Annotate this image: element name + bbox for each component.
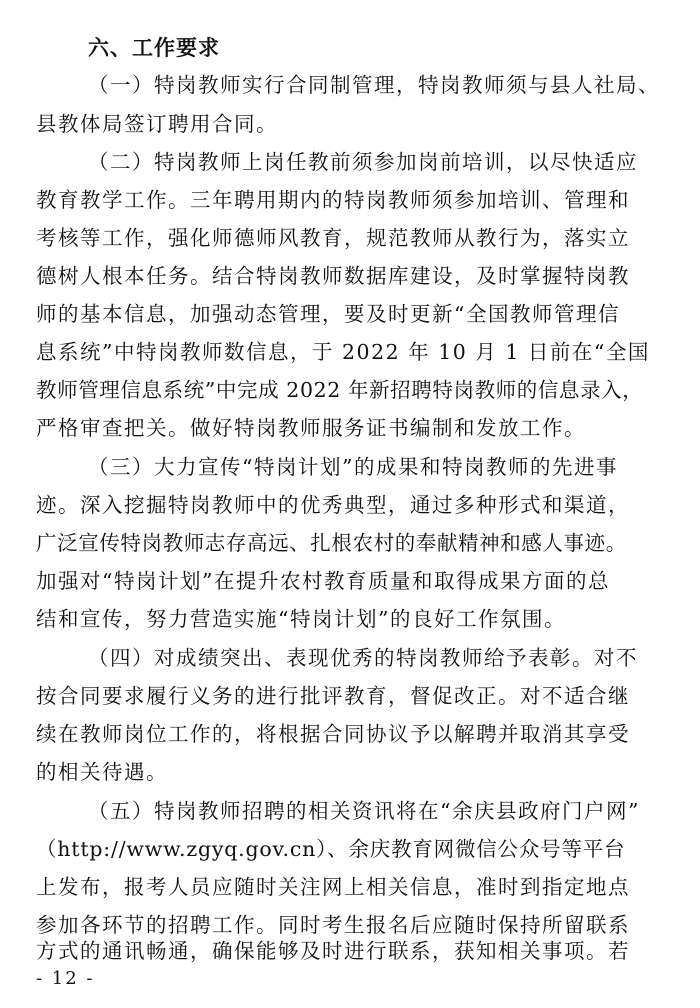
paragraph-5-line-2: （http://www.zgyq.gov.cn）、余庆教育网微信公众号等平台 [36,837,626,861]
paragraph-4-line-4: 的相关待遇。 [36,760,168,784]
paragraph-2-line-3: 考核等工作，强化师德师风教育，规范教师从教行为，落实立 [36,226,630,250]
paragraph-2-line-8: 严格审查把关。做好特岗教师服务证书编制和发放工作。 [36,416,586,440]
paragraph-4-line-3: 续在教师岗位工作的，将根据合同协议予以解聘并取消其享受 [36,722,630,746]
paragraph-3-line-2: 迹。深入挖掘特岗教师中的优秀典型，通过多种形式和渠道， [36,493,630,517]
paragraph-5-line-4: 参加各环节的招聘工作。同时考生报名后应随时保持所留联系 [36,913,630,937]
paragraph-5-line-5: 方式的通讯畅通，确保能够及时进行联系，获知相关事项。若 [36,939,630,963]
paragraph-3-line-4: 加强对“特岗计划”在提升农村教育质量和取得成果方面的总 [36,569,610,593]
paragraph-2-line-2: 教育教学工作。三年聘用期内的特岗教师须参加培训、管理和 [36,188,630,212]
paragraph-2-line-4: 德树人根本任务。结合特岗教师数据库建设，及时掌握特岗教 [36,264,630,288]
paragraph-4-line-2: 按合同要求履行义务的进行批评教育，督促改正。对不适合继 [36,684,630,708]
paragraph-3-line-3: 广泛宣传特岗教师志存高远、扎根农村的奉献精神和感人事迹。 [36,531,627,555]
section-heading: 六、工作要求 [88,35,220,60]
paragraph-5-line-3: 上发布，报考人员应随时关注网上相关信息，准时到指定地点 [36,875,630,899]
paragraph-4-line-1: （四）对成绩突出、表现优秀的特岗教师给予表彰。对不 [88,646,638,670]
paragraph-5-line-1: （五）特岗教师招聘的相关资讯将在“余庆县政府门户网” [88,799,640,823]
paragraph-3-line-1: （三）大力宣传“特岗计划”的成果和特岗教师的先进事 [88,455,618,479]
paragraph-2-line-1: （二）特岗教师上岗任教前须参加岗前培训，以尽快适应 [88,150,638,174]
paragraph-2-line-6: 息系统”中特岗教师数信息，于 2022 年 10 月 1 日前在“全国 [36,340,650,364]
paragraph-1-line-2: 县教体局签订聘用合同。 [36,112,278,136]
paragraph-1-line-1: （一）特岗教师实行合同制管理，特岗教师须与县人社局、 [88,73,660,97]
paragraph-2-line-7: 教师管理信息系统”中完成 2022 年新招聘特岗教师的信息录入， [36,378,644,402]
paragraph-2-line-5: 师的基本信息，加强动态管理，要及时更新“全国教师管理信 [36,302,620,326]
page-number: - 12 - [36,968,95,989]
paragraph-3-line-5: 结和宣传，努力营造实施“特岗计划”的良好工作氛围。 [36,607,566,631]
